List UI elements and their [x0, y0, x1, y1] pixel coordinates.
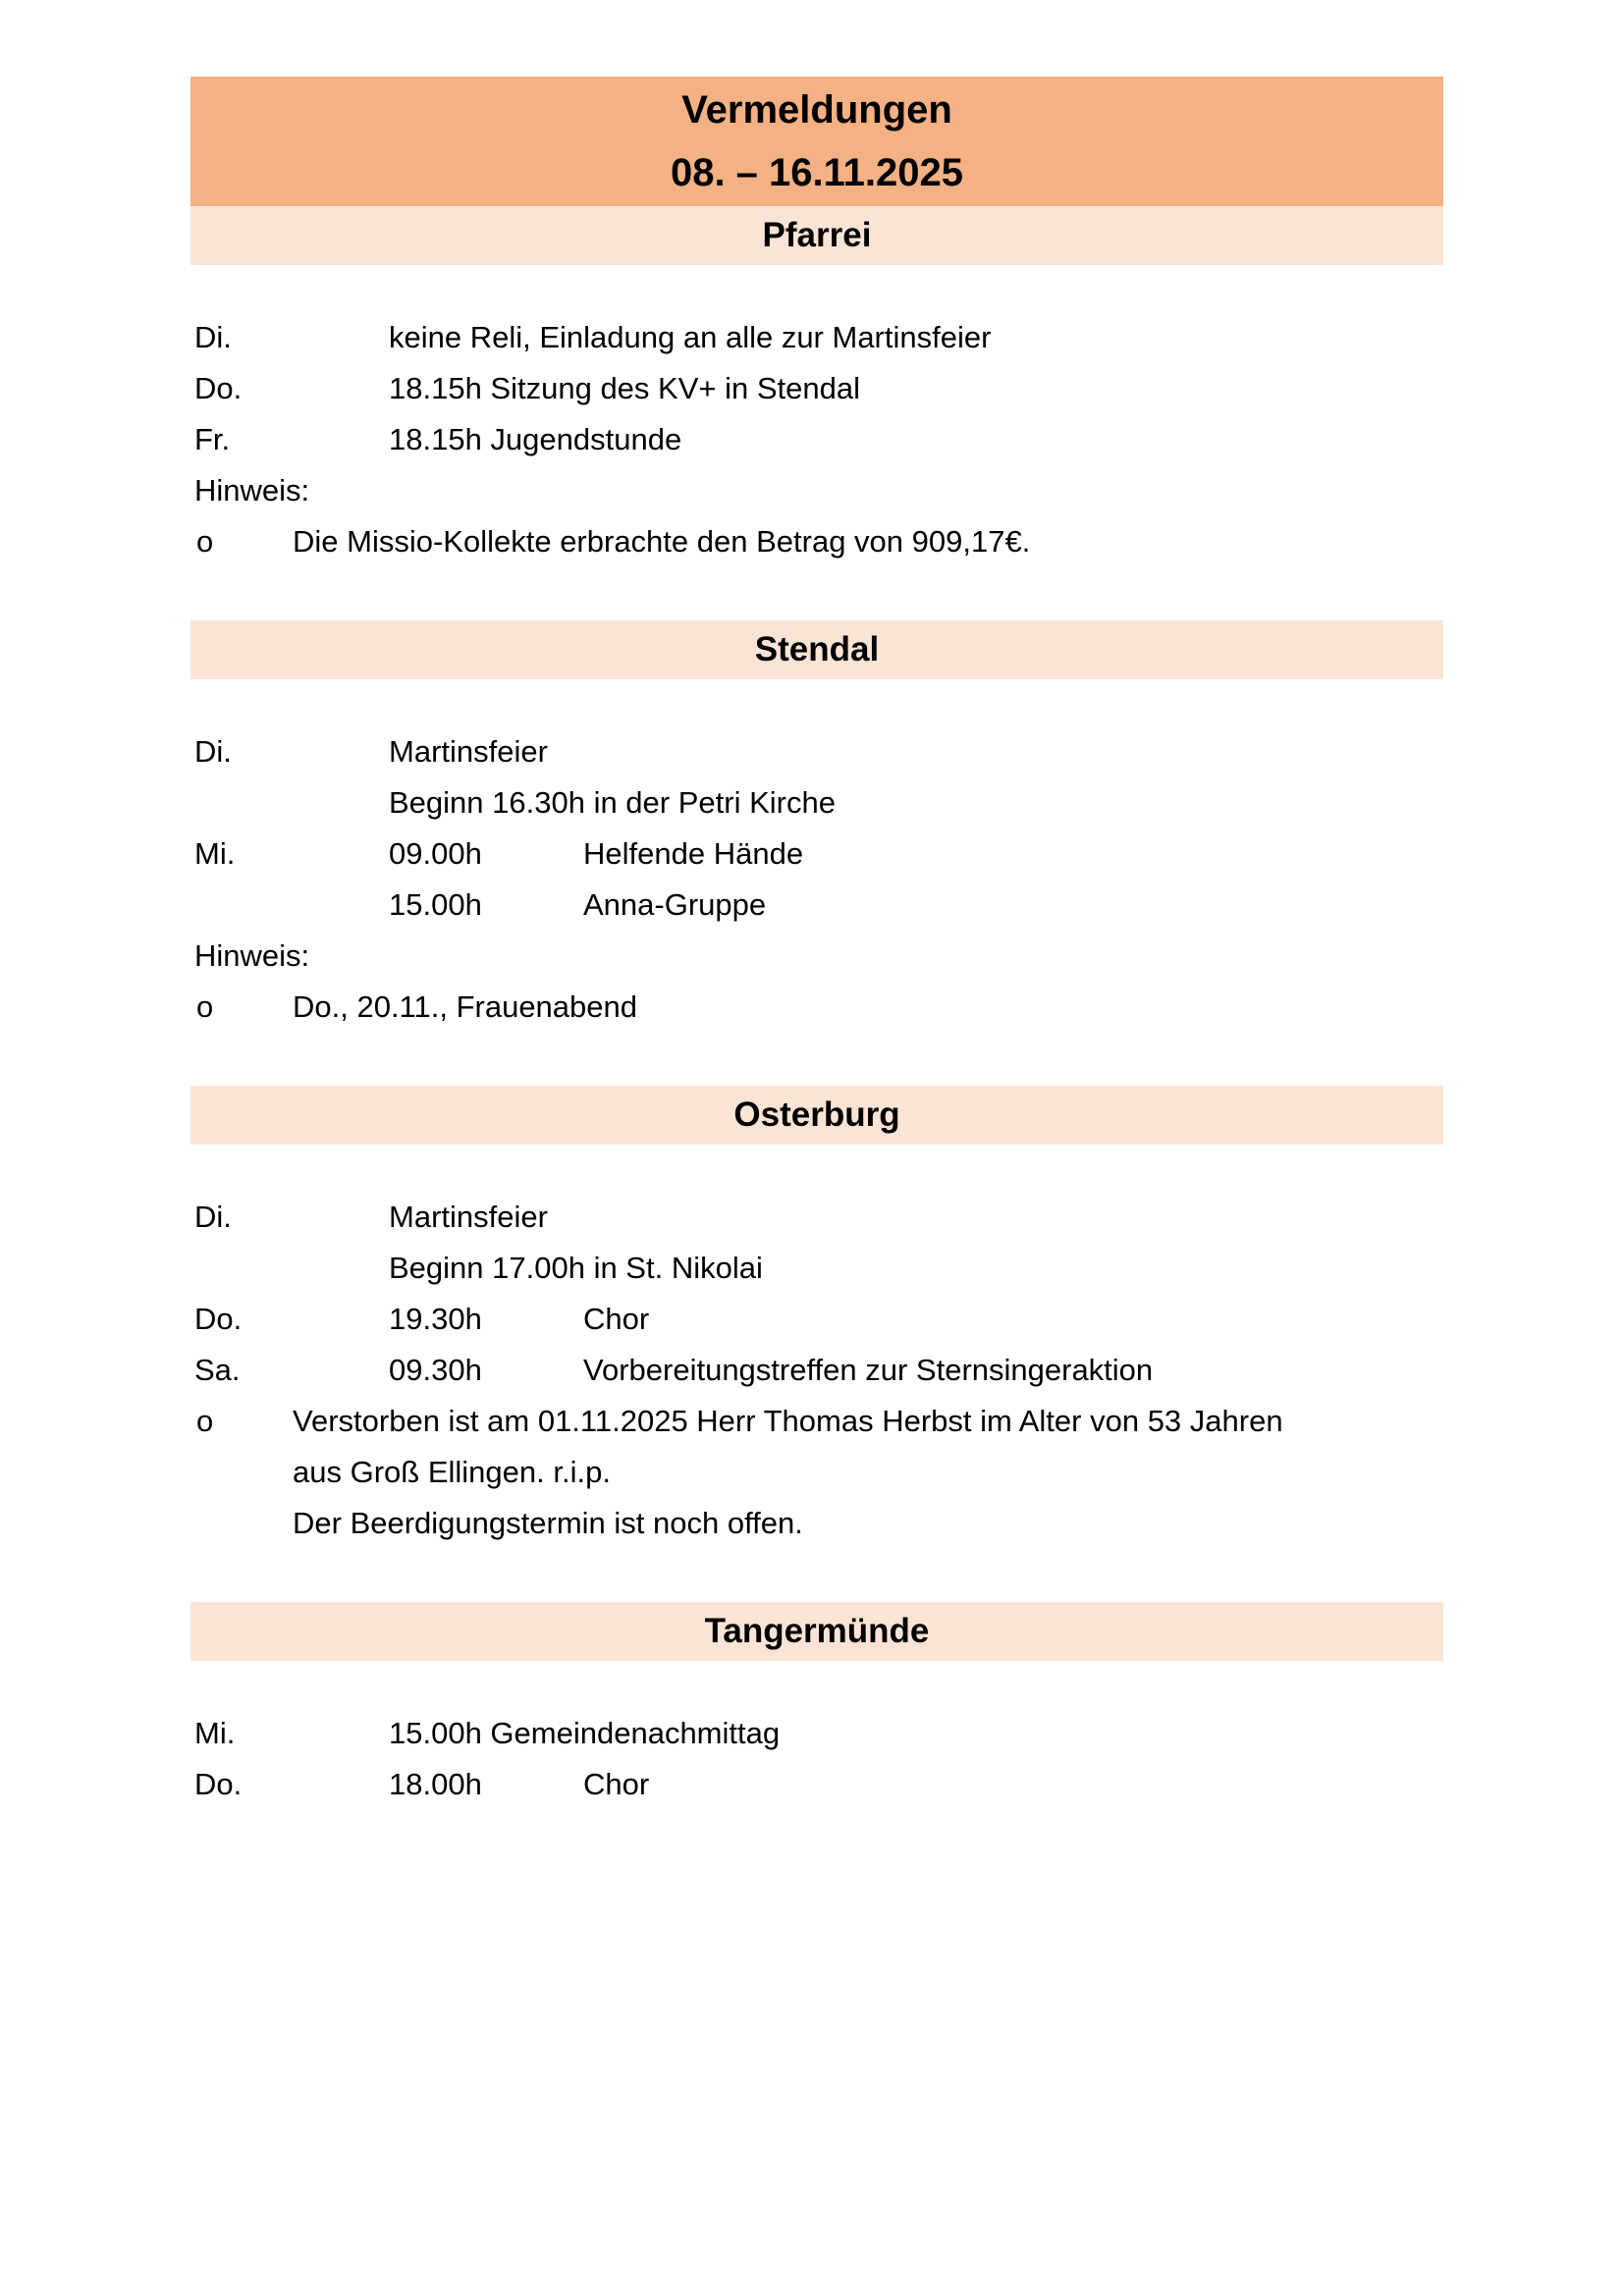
note-text: Do., 20.11., Frauenabend	[293, 989, 638, 1024]
entry-time: 09.30h	[389, 1353, 482, 1387]
section-stendal	[190, 567, 1443, 1033]
note-label	[190, 931, 1443, 982]
timed-entry	[190, 1345, 1443, 1396]
weekday-label: Do.	[194, 371, 243, 405]
section-heading: Tangermünde	[190, 1602, 1443, 1661]
schedule-entry	[190, 363, 1443, 414]
section-spacer	[190, 1549, 1443, 1602]
weekday-label: Do.	[194, 1302, 243, 1336]
bullet-marker: o	[196, 1404, 214, 1438]
note-item	[190, 516, 1443, 567]
hinweis-label: Hinweis:	[194, 473, 310, 507]
entry-text: 18.15h Sitzung des KV+ in Stendal	[389, 371, 860, 405]
weekday-label: Mi.	[194, 1716, 236, 1750]
entry-text: 15.00h Gemeindenachmittag	[389, 1716, 781, 1750]
note-text: Verstorben ist am 01.11.2025 Herr Thomas Herbst im Alter von 53 Jahren	[293, 1404, 1283, 1438]
section-spacer	[190, 1033, 1443, 1086]
timed-entry	[190, 880, 1443, 931]
weekday-label: Sa.	[194, 1353, 241, 1387]
section-tangerm-nde	[190, 1549, 1443, 1810]
section-pfarrei	[190, 206, 1443, 567]
entry-text: keine Reli, Einladung an alle zur Martinsfeier	[389, 320, 992, 354]
entry-time: 09.00h	[389, 836, 482, 871]
schedule-entry	[190, 1708, 1443, 1759]
weekday-label: Di.	[194, 320, 232, 354]
entry-text: Beginn 16.30h in der Petri Kirche	[389, 785, 836, 820]
schedule-entry	[190, 312, 1443, 363]
entry-text: Martinsfeier	[389, 1200, 548, 1234]
entry-text: Chor	[583, 1767, 650, 1801]
section-heading: Stendal	[190, 620, 1443, 679]
timed-entry	[190, 828, 1443, 880]
section-spacer	[190, 567, 1443, 620]
timed-entry	[190, 1294, 1443, 1345]
date-range: 08. – 16.11.2025	[670, 151, 964, 194]
entry-text: 18.15h Jugendstunde	[389, 422, 682, 456]
note-text: Die Missio-Kollekte erbrachte den Betrag von 909,17€.	[293, 524, 1031, 559]
entry-text: Anna-Gruppe	[583, 887, 767, 922]
note-item	[190, 1396, 1443, 1447]
note-text: aus Groß Ellingen. r.i.p.	[293, 1455, 611, 1489]
title-banner	[190, 77, 1443, 206]
note-text: Der Beerdigungstermin ist noch offen.	[293, 1506, 803, 1540]
weekday-label: Di.	[194, 1200, 232, 1234]
entry-time: 15.00h	[389, 887, 482, 922]
note-item	[190, 1498, 1443, 1549]
note-item	[190, 982, 1443, 1033]
entry-text: Martinsfeier	[389, 734, 548, 769]
section-heading: Osterburg	[190, 1086, 1443, 1145]
weekday-label: Do.	[194, 1767, 243, 1801]
document-title: Vermeldungen	[681, 88, 952, 132]
schedule-entry	[190, 1243, 1443, 1294]
section-rows	[190, 1145, 1443, 1549]
schedule-entry	[190, 1192, 1443, 1243]
note-label	[190, 465, 1443, 516]
schedule-entry	[190, 414, 1443, 465]
entry-text: Helfende Hände	[583, 836, 804, 871]
hinweis-label: Hinweis:	[194, 938, 310, 973]
section-rows	[190, 1661, 1443, 1810]
sections-container	[190, 206, 1443, 1810]
bullet-marker: o	[196, 989, 214, 1024]
section-osterburg	[190, 1033, 1443, 1549]
section-rows	[190, 679, 1443, 1033]
bullet-marker: o	[196, 524, 214, 559]
announcements-page	[190, 77, 1443, 1810]
entry-text: Chor	[583, 1302, 650, 1336]
weekday-label: Fr.	[194, 422, 231, 456]
entry-time: 19.30h	[389, 1302, 482, 1336]
schedule-entry	[190, 777, 1443, 828]
note-item	[190, 1447, 1443, 1498]
weekday-label: Di.	[194, 734, 232, 769]
schedule-entry	[190, 726, 1443, 777]
section-rows	[190, 265, 1443, 567]
entry-time: 18.00h	[389, 1767, 482, 1801]
entry-text: Beginn 17.00h in St. Nikolai	[389, 1251, 763, 1285]
section-heading: Pfarrei	[190, 206, 1443, 265]
timed-entry	[190, 1759, 1443, 1810]
entry-text: Vorbereitungstreffen zur Sternsingeraktion	[583, 1353, 1154, 1387]
weekday-label: Mi.	[194, 836, 236, 871]
